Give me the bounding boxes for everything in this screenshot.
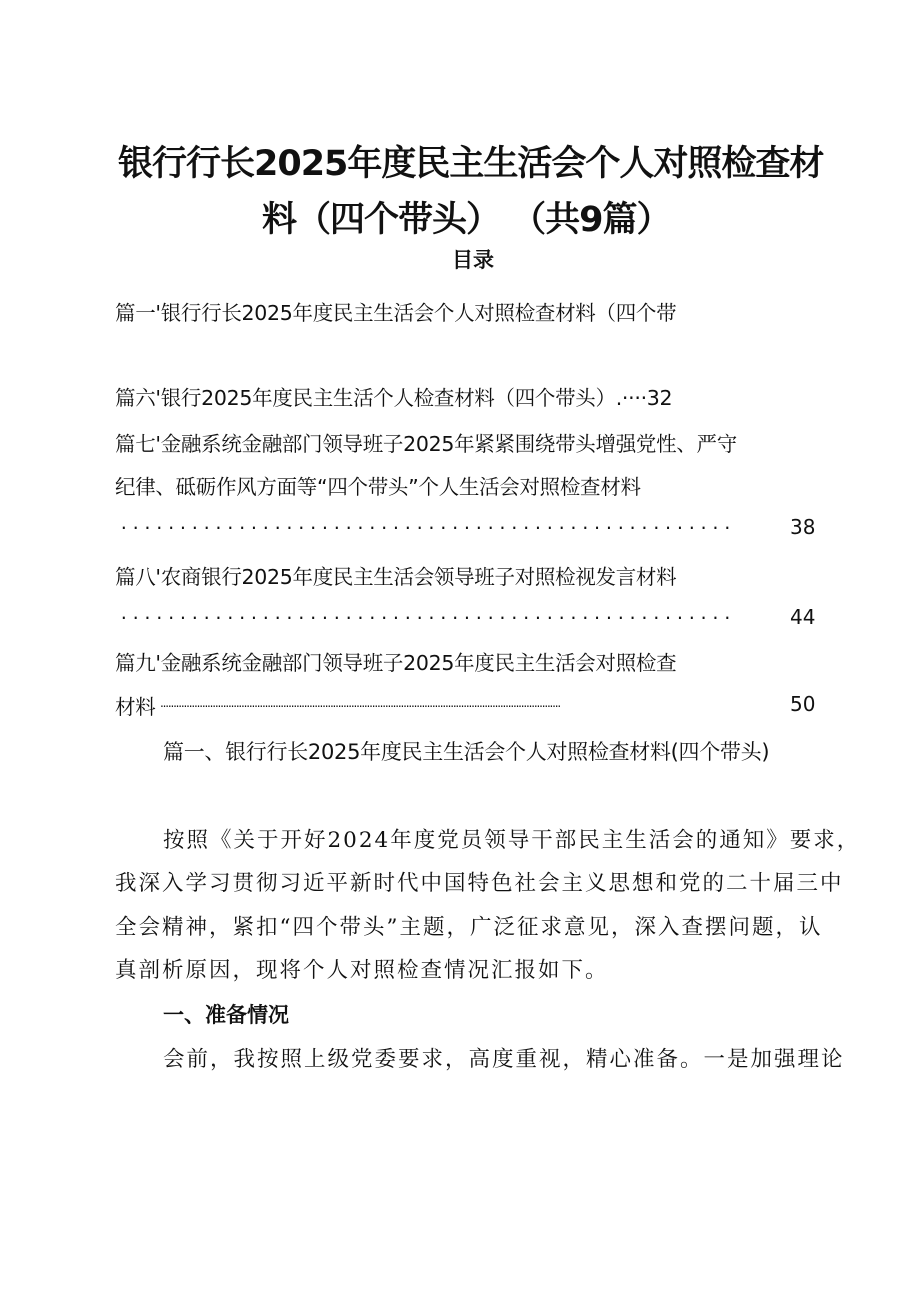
paragraph-1-line-3: 全会精神，紧扣“四个带头”主题，广泛征求意见，深入查摆问题，认	[115, 915, 823, 940]
toc-entry-9-page-number: 50	[790, 692, 816, 716]
toc-entry-8-page-number: 44	[790, 605, 816, 629]
toc-entry-8-leader-dots: ....................................................	[119, 604, 735, 623]
toc-entry-7-line-1: 篇七'金融系统金融部门领导班子2025年紧紧围绕带头增强党性、严守	[115, 432, 737, 456]
document-title-line-1: 银行行长2025年度民主生活会个人对照检查材	[118, 144, 824, 184]
paragraph-2-line-1: 会前，我按照上级党委要求，高度重视，精心准备。一是加强理论	[163, 1047, 845, 1072]
toc-entry-7-leader-dots: ....................................................	[119, 514, 735, 533]
paragraph-1-line-2: 我深入学习贯彻习近平新时代中国特色社会主义思想和党的二十届三中	[115, 871, 844, 896]
toc-entry-9-line-1: 篇九'金融系统金融部门领导班子2025年度民主生活会对照检查	[115, 651, 677, 675]
toc-entry-7-page-number: 38	[790, 515, 816, 539]
toc-entry-9-leader-dots: .........................................................................................................................................................	[160, 696, 561, 710]
toc-heading: 目录	[452, 248, 494, 272]
toc-entry-9-leader-dots-wrap	[160, 695, 785, 714]
toc-entry-7-line-2: 纪律、砥砺作风方面等“四个带头”个人生活会对照检查材料	[115, 475, 641, 499]
section-heading-preparation: 一、准备情况	[163, 1003, 289, 1027]
toc-entry-6: 篇六'银行2025年度民主生活个人检查材料（四个带头）.····32	[115, 386, 673, 410]
toc-entry-8: 篇八'农商银行2025年度民主生活会领导班子对照检视发言材料	[115, 565, 677, 589]
document-title-line-2: 料（四个带头） （共9篇）	[262, 200, 671, 240]
paragraph-1-line-1: 按照《关于开好2024年度党员领导干部民主生活会的通知》要求，	[163, 828, 861, 853]
paragraph-1-line-4: 真剖析原因，现将个人对照检查情况汇报如下。	[115, 958, 609, 983]
article-heading: 篇一、银行行长2025年度民主生活会个人对照检查材料(四个带头)	[163, 740, 770, 764]
toc-entry-1: 篇一'银行行长2025年度民主生活会个人对照检查材料（四个带	[115, 301, 677, 325]
toc-entry-9-line-2: 材料	[115, 695, 156, 719]
